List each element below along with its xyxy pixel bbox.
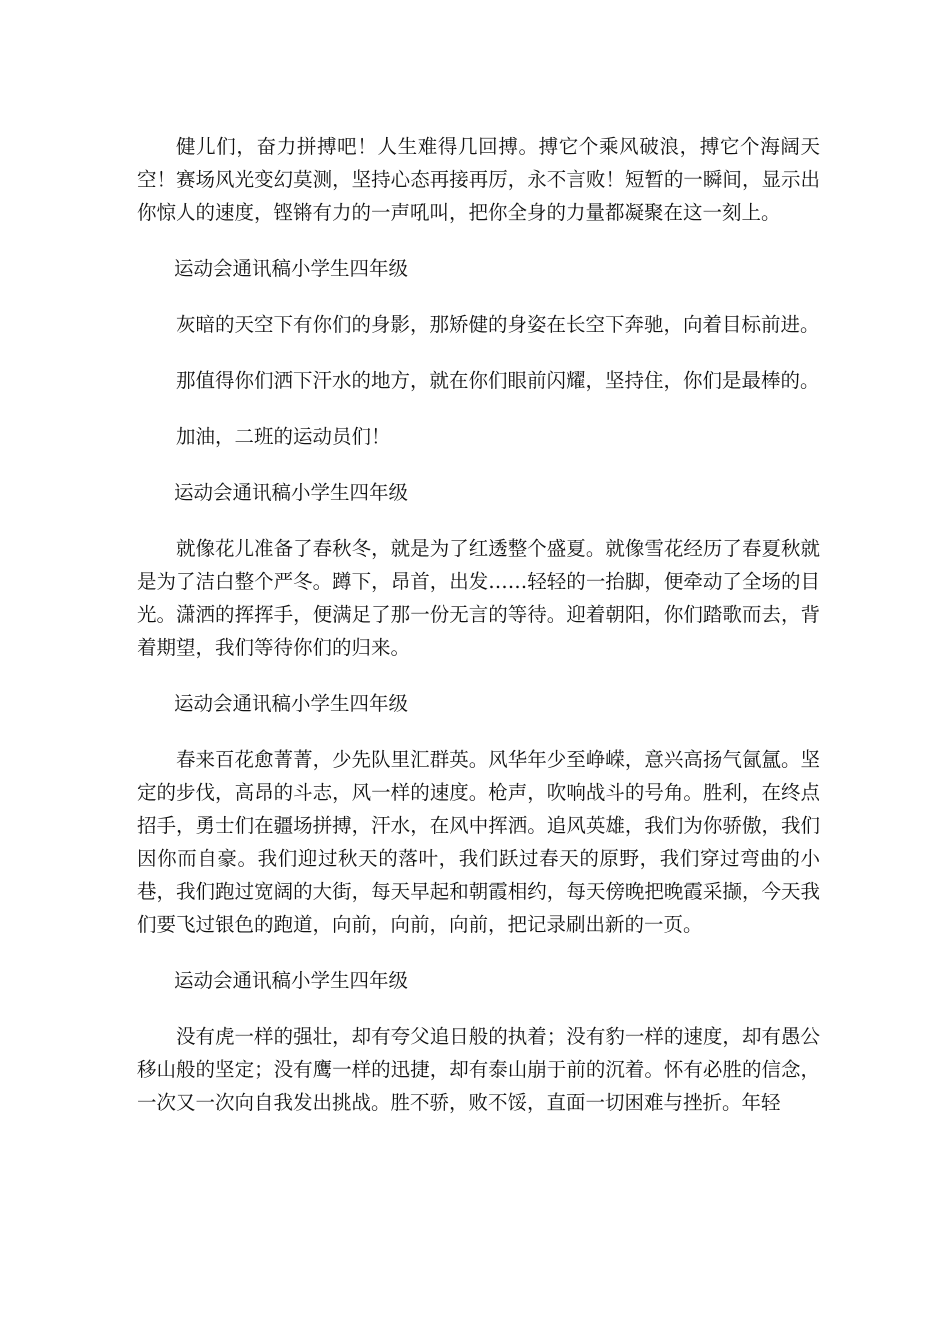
paragraph: 就像花儿准备了春秋冬，就是为了红透整个盛夏。就像雪花经历了春夏秋就是为了洁白整个严冬。蹲下，昂首，出发……轻轻的一抬脚，便牵动了全场的目光。潇洒的挥挥手，便满足了那一份无言的等待。迎着朝阳，你们踏歌而去，背着期望，我们等待你们的归来。: [137, 537, 820, 659]
section-heading: 运动会通讯稿小学生四年级: [174, 969, 409, 992]
section-heading: 运动会通讯稿小学生四年级: [174, 481, 409, 504]
section-heading: 运动会通讯稿小学生四年级: [174, 257, 409, 280]
section-heading: 运动会通讯稿小学生四年级: [174, 692, 409, 715]
paragraph: 那值得你们洒下汗水的地方，就在你们眼前闪耀，坚持住，你们是最棒的。: [176, 369, 820, 392]
paragraph: 春来百花愈菁菁，少先队里汇群英。风华年少至峥嵘，意兴高扬气氤氲。坚定的步伐，高昂的斗志，风一样的速度。枪声，吹响战斗的号角。胜利，在终点招手，勇士们在疆场拼搏，汗水，在风中挥洒。追风英雄，我们为你骄傲，我们因你而自豪。我们迎过秋天的落叶，我们跃过春天的原野，我们穿过弯曲的小巷，我们跑过宽阔的大街，每天早起和朝霞相约，每天傍晚把晚霞采撷，今天我们要飞过银色的跑道，向前，向前，向前，把记录刷出新的一页。: [137, 748, 820, 936]
document-body: [137, 130, 820, 1142]
paragraph: 灰暗的天空下有你们的身影，那矫健的身姿在长空下奔驰，向着目标前进。: [176, 313, 820, 336]
paragraph: 加油，二班的运动员们！: [176, 425, 391, 448]
paragraph: 没有虎一样的强壮，却有夸父追日般的执着；没有豹一样的速度，却有愚公移山般的坚定；没有鹰一样的迅捷，却有泰山崩于前的沉着。怀有必胜的信念，一次又一次向自我发出挑战。胜不骄，败不馁，直面一切困难与挫折。年轻: [137, 1025, 820, 1114]
paragraph: 健儿们，奋力拼搏吧！人生难得几回搏。搏它个乘风破浪，搏它个海阔天空！赛场风光变幻莫测，坚持心态再接再厉，永不言败！短暂的一瞬间，显示出你惊人的速度，铿锵有力的一声吼叫，把你全身的力量都凝聚在这一刻上。: [137, 135, 820, 224]
